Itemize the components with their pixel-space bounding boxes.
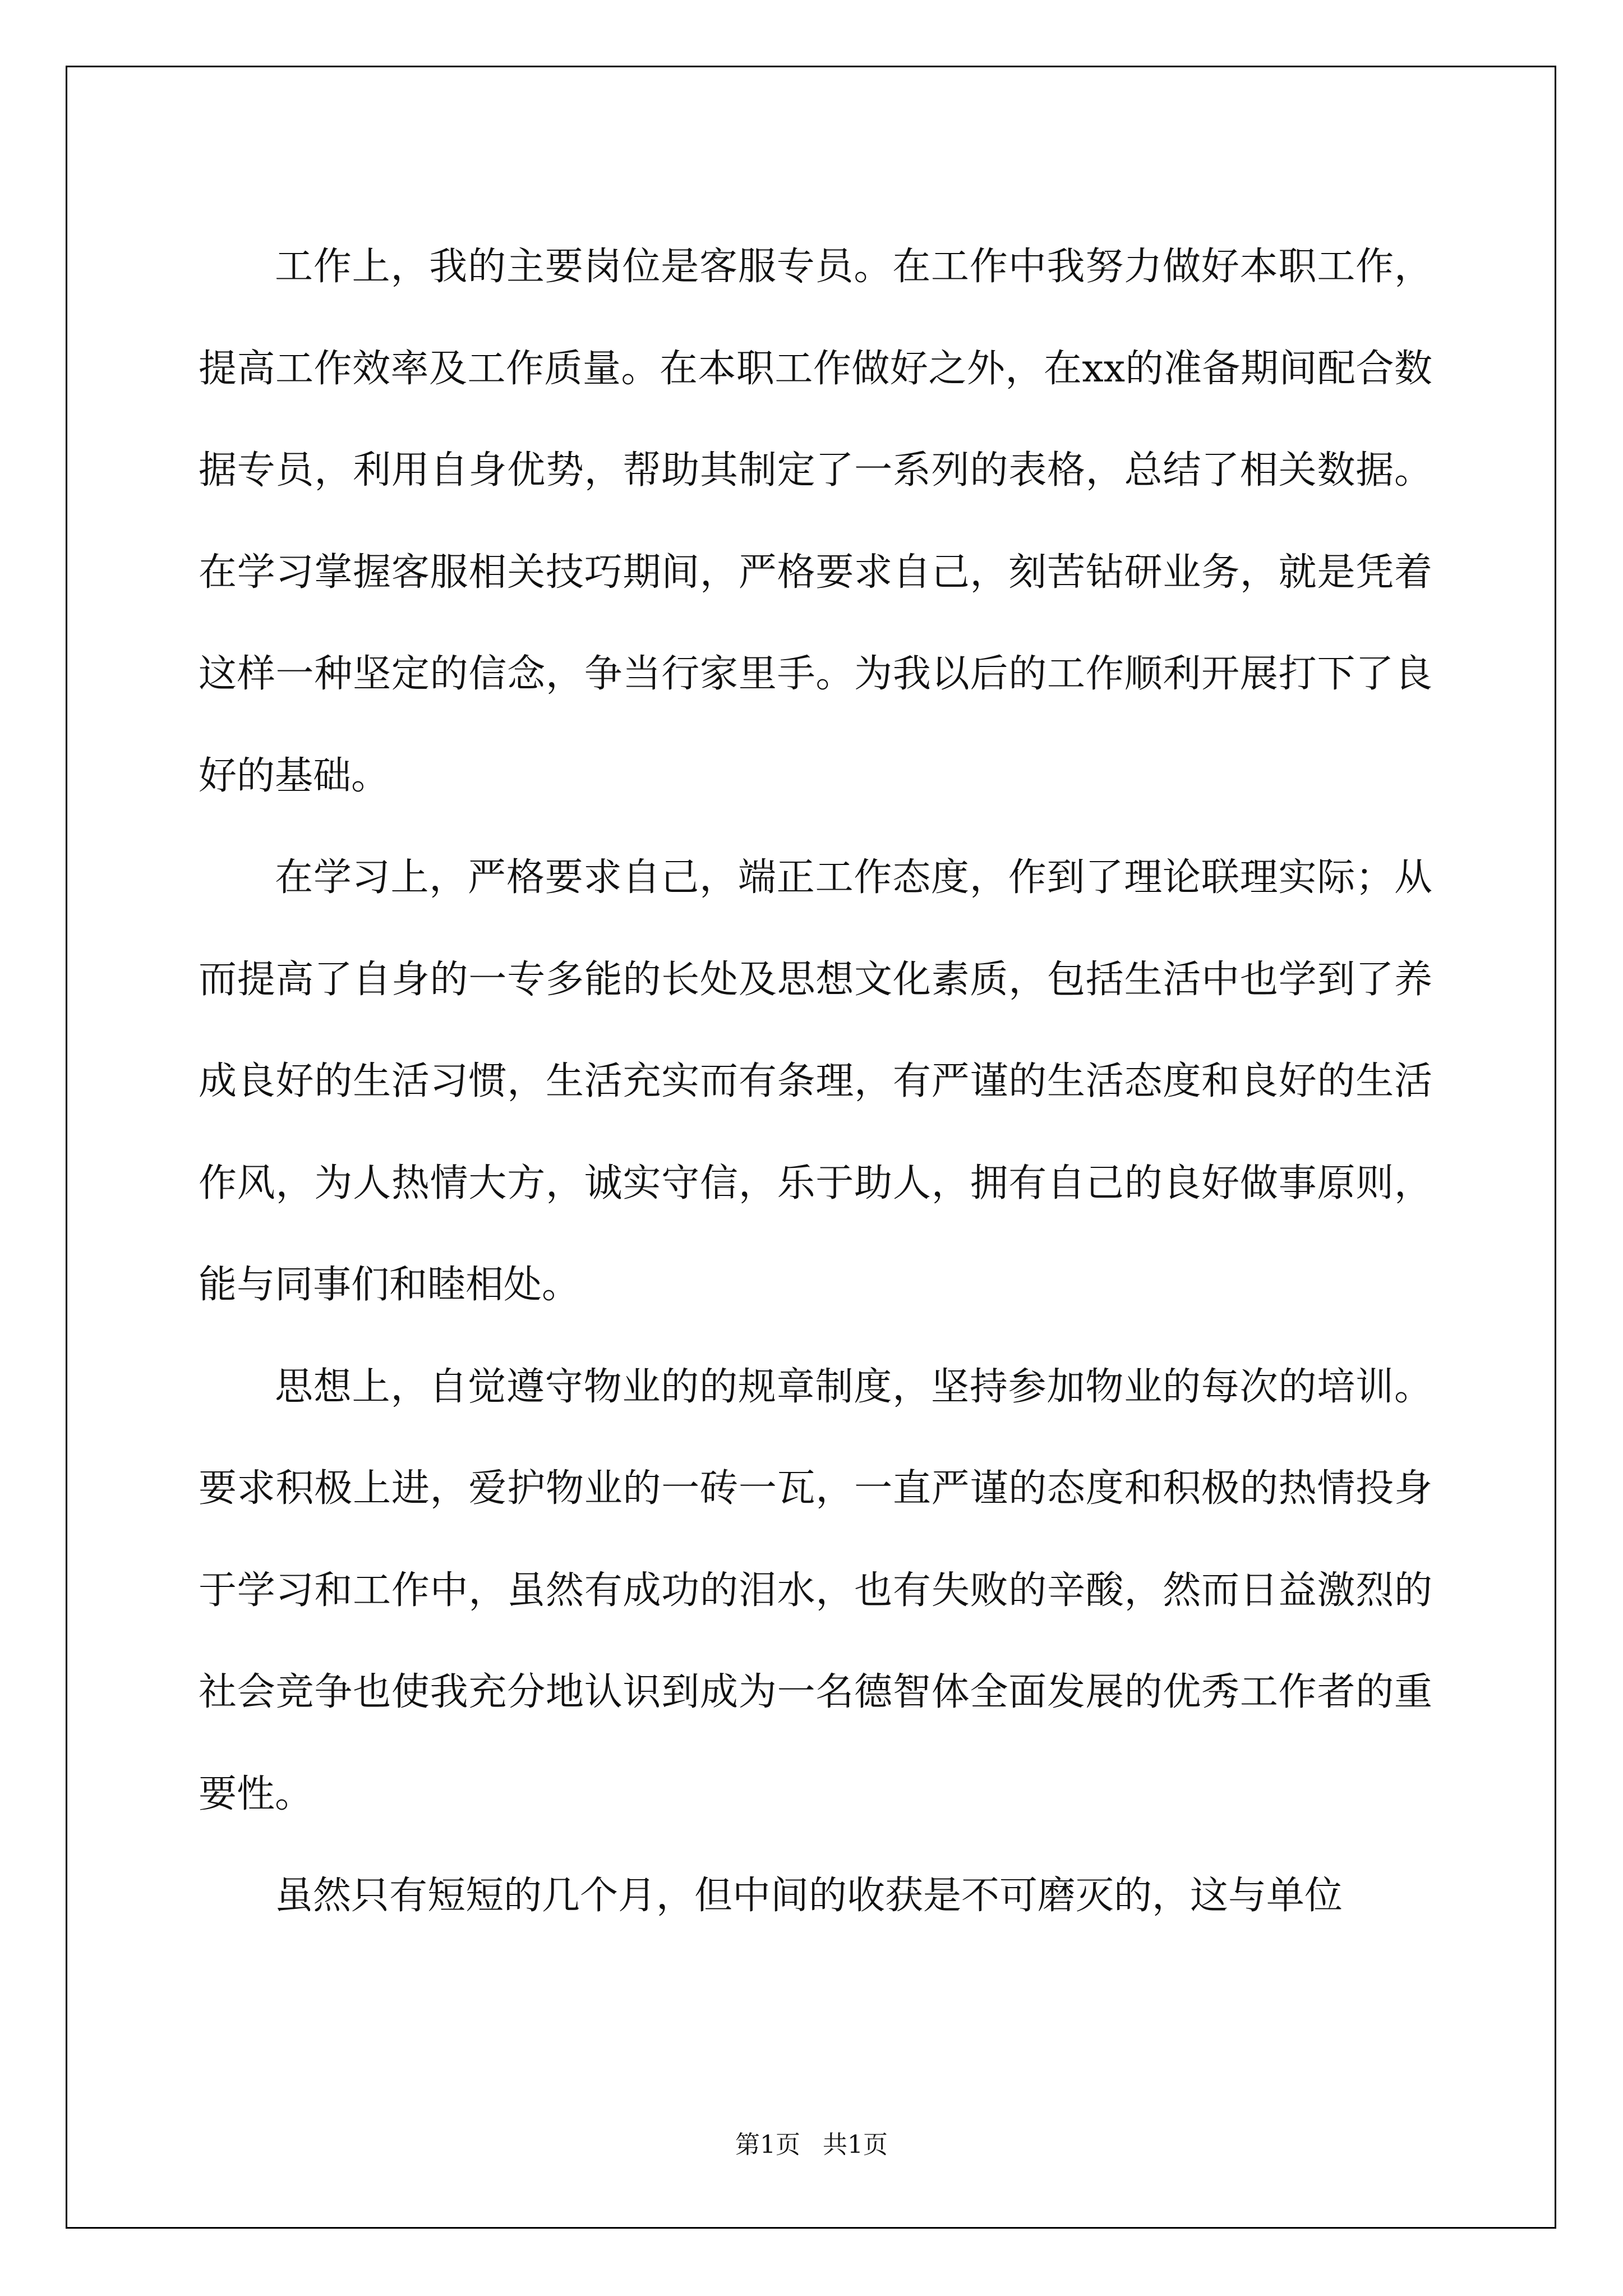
document-body — [199, 216, 1432, 1947]
paragraph-study: 在学习上，严格要求自己，端正工作态度，作到了理论联理实际；从而提高了自身的一专多能的长处及思想文化素质，包括生活中也学到了养成良好的生活习惯，生活充实而有条理，有严谨的生活态度和良好的生活作风，为人热情大方，诚实守信，乐于助人，拥有自己的良好做事原则，能与同事们和睦相处。 — [199, 855, 1432, 1307]
paragraph-thought: 思想上，自觉遵守物业的的规章制度，坚持参加物业的每次的培训。要求积极上进，爱护物业的一砖一瓦，一直严谨的态度和积极的热情投身于学习和工作中，虽然有成功的泪水，也有失败的辛酸，然而日益激烈的社会竞争也使我充分地认识到成为一名德智体全面发展的优秀工作者的重要性。 — [199, 1364, 1432, 1816]
paragraph-summary: 虽然只有短短的几个月，但中间的收获是不可磨灭的，这与单位 — [275, 1874, 1343, 1918]
page-footer — [0, 2128, 1623, 2162]
page-total: 共1页 — [823, 2131, 888, 2159]
page-number: 第1页 — [735, 2131, 800, 2159]
paragraph-work: 工作上，我的主要岗位是客服专员。在工作中我努力做好本职工作，提高工作效率及工作质量。在本职工作做好之外，在xx的准备期间配合数据专员，利用自身优势，帮助其制定了一系列的表格，总结了相关数据。在学习掌握客服相关技巧期间，严格要求自己，刻苦钻研业务，就是凭着这样一种坚定的信念，争当行家里手。为我以后的工作顺利开展打下了良好的基础。 — [199, 245, 1432, 798]
